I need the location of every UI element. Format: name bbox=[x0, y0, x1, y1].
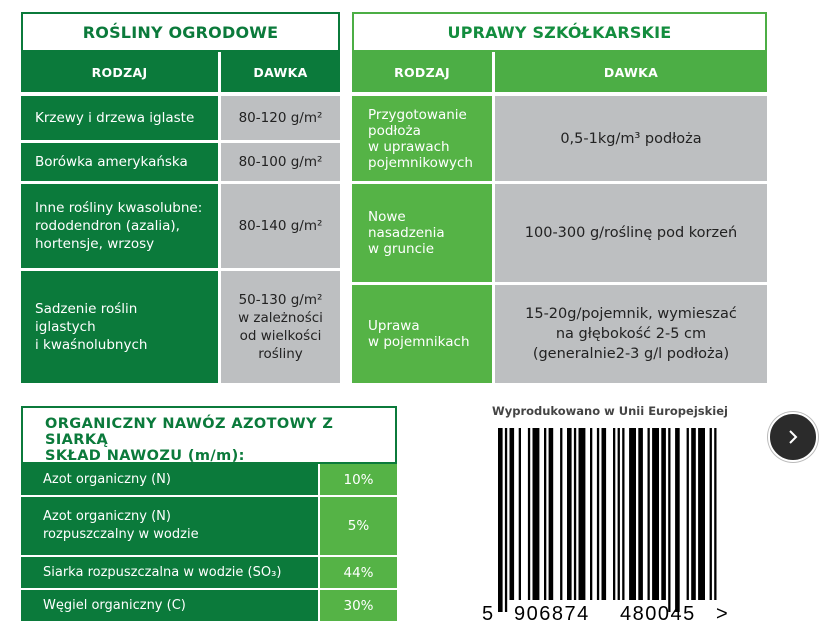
composition-row-3-value: 44% bbox=[320, 557, 397, 588]
next-button[interactable] bbox=[768, 412, 818, 462]
nursery-row-3-dose: 15-20g/pojemnik, wymieszać na głębokość 2-5 cm (generalnie2-3 g/l podłoża) bbox=[495, 285, 767, 383]
garden-header-dose: DAWKA bbox=[221, 52, 340, 92]
barcode-digits-right: 480045 bbox=[620, 603, 696, 625]
nursery-header-dose: DAWKA bbox=[495, 52, 767, 92]
nursery-row-1-type: Przygotowanie podłoża w uprawach pojemnikowych bbox=[352, 96, 492, 181]
nursery-row-1-dose: 0,5-1kg/m³ podłoża bbox=[495, 96, 767, 181]
barcode-end-mark: > bbox=[716, 603, 730, 625]
barcode-image bbox=[498, 428, 720, 612]
garden-row-2-type: Borówka amerykańska bbox=[21, 143, 218, 181]
composition-title-line-2: SKŁAD NAWOZU (m/m): bbox=[45, 448, 245, 464]
nursery-row-3-type: Uprawa w pojemnikach bbox=[352, 285, 492, 383]
composition-row-1-name: Azot organiczny (N) bbox=[21, 464, 318, 495]
composition-row-4-value: 30% bbox=[320, 590, 397, 621]
barcode-digits-left: 906874 bbox=[514, 603, 590, 625]
composition-title bbox=[21, 406, 397, 464]
made-in-eu-label: Wyprodukowano w Unii Europejskiej bbox=[492, 404, 728, 418]
garden-row-1-dose: 80-120 g/m² bbox=[221, 96, 340, 140]
garden-row-3-type: Inne rośliny kwasolubne: rododendron (azalia), hortensje, wrzosy bbox=[21, 184, 218, 268]
barcode-digit-first: 5 bbox=[482, 603, 495, 625]
nursery-header-type: RODZAJ bbox=[352, 52, 492, 92]
chevron-right-icon bbox=[785, 429, 801, 445]
composition-row-2-value: 5% bbox=[320, 497, 397, 555]
nursery-row-2-dose: 100-300 g/roślinę pod korzeń bbox=[495, 184, 767, 282]
garden-row-4-dose: 50-130 g/m² w zależności od wielkości rośliny bbox=[221, 271, 340, 383]
composition-row-3-name: Siarka rozpuszczalna w wodzie (SO₃) bbox=[21, 557, 318, 588]
garden-row-4-type: Sadzenie roślin iglastych i kwaśnolubnych bbox=[21, 271, 218, 383]
garden-header-type: RODZAJ bbox=[21, 52, 218, 92]
nursery-row-2-type: Nowe nasadzenia w gruncie bbox=[352, 184, 492, 282]
composition-title-line-1: ORGANICZNY NAWÓZ AZOTOWY Z SIARKĄ bbox=[45, 416, 334, 448]
nursery-title: UPRAWY SZKÓŁKARSKIE bbox=[352, 12, 767, 52]
garden-row-1-type: Krzewy i drzewa iglaste bbox=[21, 96, 218, 140]
garden-row-2-dose: 80-100 g/m² bbox=[221, 143, 340, 181]
garden-row-3-dose: 80-140 g/m² bbox=[221, 184, 340, 268]
composition-row-4-name: Węgiel organiczny (C) bbox=[21, 590, 318, 621]
composition-row-1-value: 10% bbox=[320, 464, 397, 495]
garden-title: ROŚLINY OGRODOWE bbox=[21, 12, 340, 52]
composition-row-2-name: Azot organiczny (N) rozpuszczalny w wodzie bbox=[21, 497, 318, 555]
